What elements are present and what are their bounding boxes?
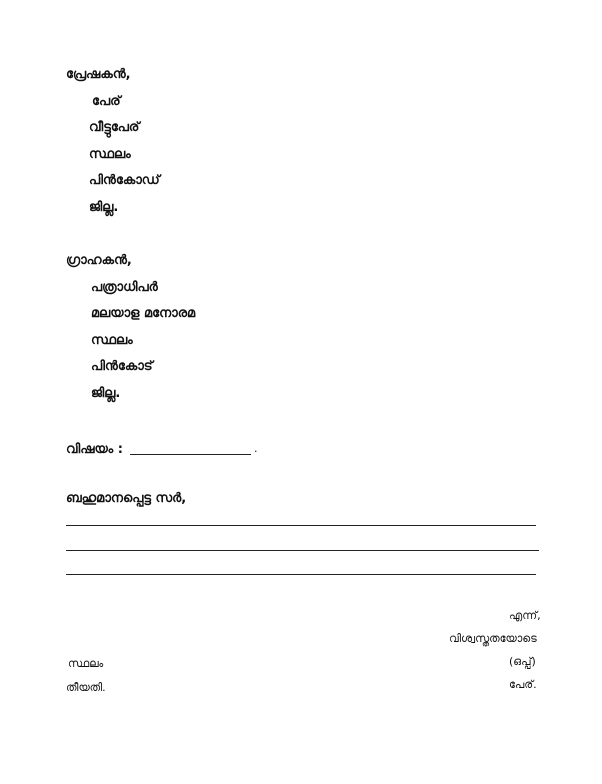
footer-place: സ്ഥലം: [68, 657, 104, 670]
sender-district-line: ജില്ല.: [89, 200, 119, 215]
body-blank-line-2: [66, 550, 539, 551]
sender-house-name-line: വീട്ടുപേര്: [89, 120, 140, 135]
sender-pincode-line: പിൻകോഡ്: [89, 173, 160, 188]
salutation: ബഹുമാനപ്പെട്ട സർ,: [66, 491, 187, 506]
subject-blank-line: [130, 454, 251, 455]
sender-heading: പ്രേഷകൻ,: [66, 67, 131, 82]
footer-date: തീയതി.: [66, 681, 106, 694]
receiver-newspaper-line: മലയാള മനോരമ: [91, 306, 196, 321]
receiver-editor-line: പത്രാധിപർ: [91, 280, 158, 295]
closing-signature: (ഒപ്പ്): [509, 655, 536, 668]
receiver-pincode-line: പിൻകോട്: [91, 359, 153, 374]
closing-ennu: എന്ന്,: [509, 609, 541, 622]
closing-name: പേര്.: [509, 678, 537, 691]
receiver-district-line: ജില്ല.: [91, 386, 121, 401]
sender-name-line: പേര്: [92, 94, 121, 109]
closing-faithfully: വിശ്വസ്തതയോടെ: [449, 632, 537, 645]
body-blank-line-1: [66, 525, 536, 526]
receiver-place-line: സ്ഥലം: [91, 333, 133, 348]
sender-place-line: സ്ഥലം: [89, 147, 131, 162]
subject-period: .: [254, 442, 258, 455]
body-blank-line-3: [66, 574, 536, 575]
subject-label: വിഷയം :: [66, 442, 123, 457]
receiver-heading: ഗ്രാഹകൻ,: [66, 253, 132, 268]
